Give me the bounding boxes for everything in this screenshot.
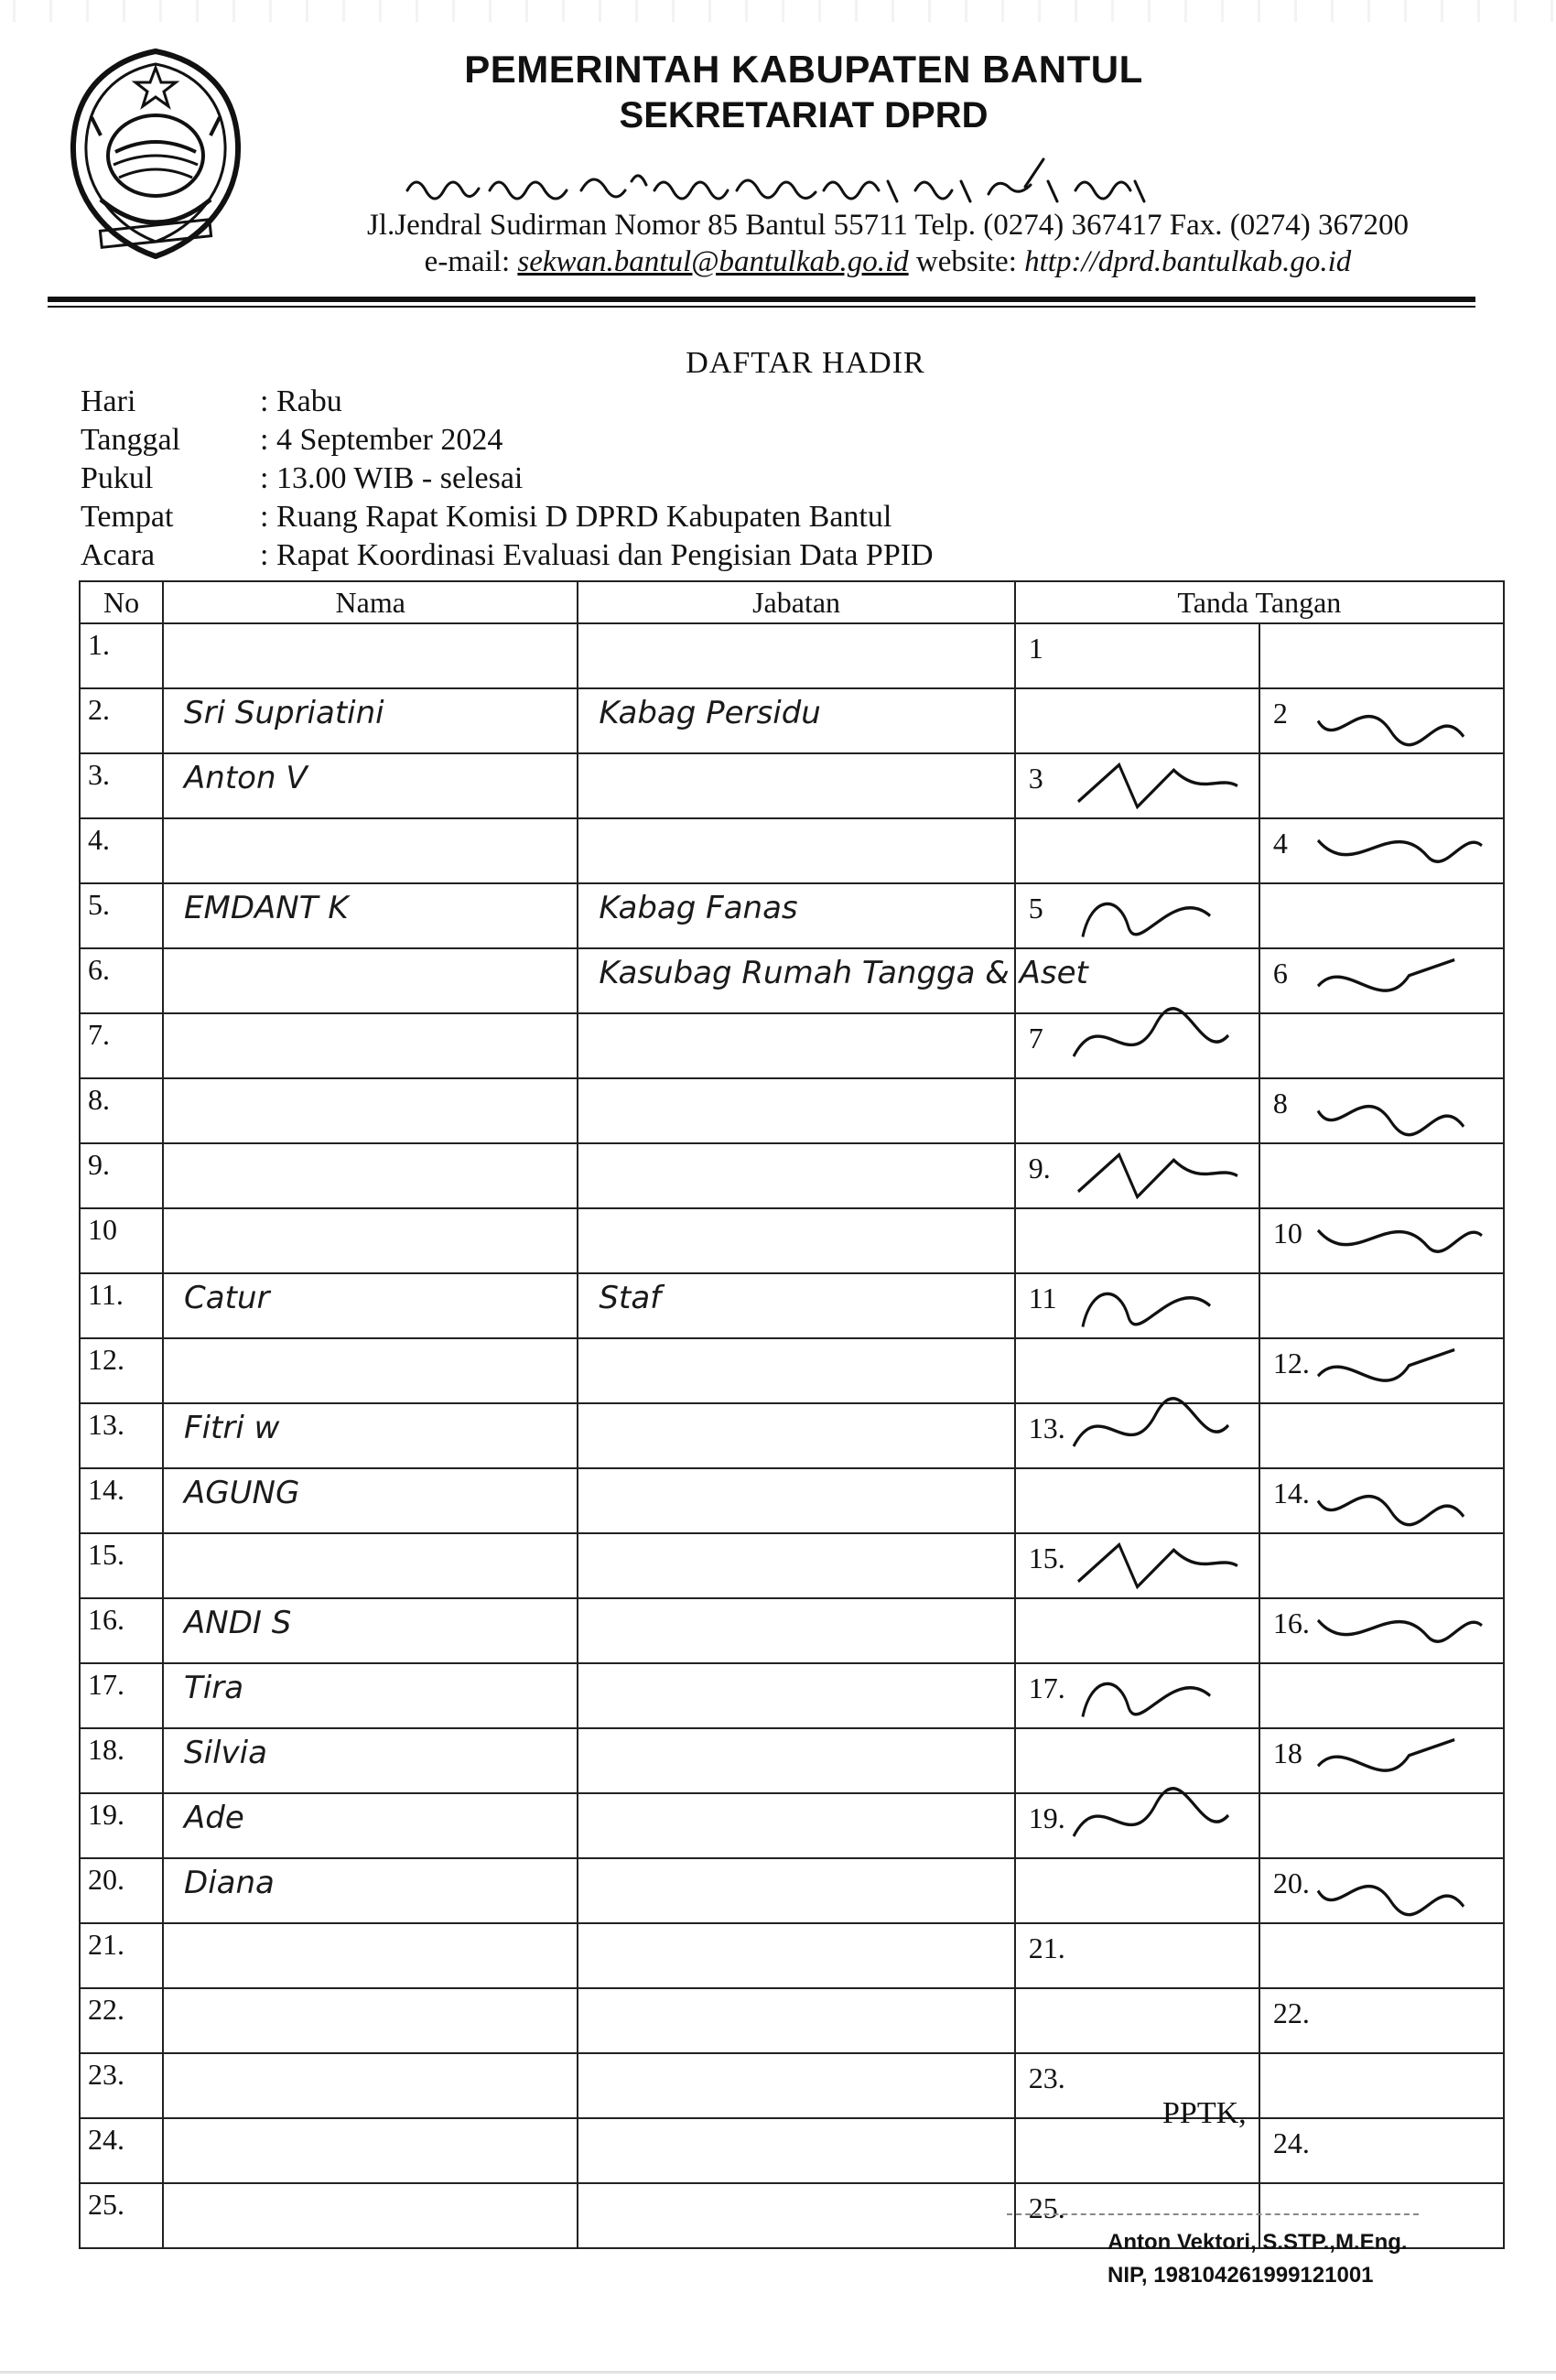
meta-label: Hari: [81, 384, 136, 418]
attendance-rows: [80, 623, 1504, 2248]
row-nama-cell: [163, 2053, 578, 2118]
row-nama-cell: [163, 883, 578, 948]
signature-cell-right: [1259, 1923, 1504, 1988]
row-number: 7.: [80, 1013, 163, 1078]
signature-slot-number: 10: [1272, 1217, 1302, 1250]
table-row: [80, 948, 1504, 1013]
meta-row-date: [81, 423, 934, 461]
row-jabatan-cell: [578, 1793, 1014, 1858]
row-jabatan-cell: [578, 1013, 1014, 1078]
row-nama-cell: [163, 1663, 578, 1728]
signature-cell-left: [1015, 883, 1259, 948]
handwritten-signature: [1260, 1599, 1503, 1662]
handwritten-signature: [1016, 1534, 1259, 1597]
row-jabatan-cell: [578, 1988, 1014, 2053]
signature-slot-number: 13.: [1028, 1412, 1065, 1444]
row-nama-cell: [163, 1013, 578, 1078]
row-number: 21.: [80, 1923, 163, 1988]
signature-cell-left: [1015, 1208, 1259, 1273]
table-row: [80, 1273, 1504, 1338]
signature-cell-right: [1259, 1403, 1504, 1468]
row-number: 15.: [80, 1533, 163, 1598]
row-number: 11.: [80, 1273, 163, 1338]
meta-row-agenda: [81, 538, 934, 577]
row-jabatan-cell: [578, 1143, 1014, 1208]
signature-slot-number: 1: [1028, 632, 1043, 665]
website-link[interactable]: http://dprd.bantulkab.go.id: [1024, 245, 1352, 278]
signature-cell-left: [1015, 948, 1259, 1013]
row-jabatan-cell: [578, 1923, 1014, 1988]
signature-cell-right: [1259, 1858, 1504, 1923]
meta-value: : 13.00 WIB - selesai: [260, 461, 524, 495]
handwritten-signature: [1016, 1664, 1259, 1727]
row-number: 9.: [80, 1143, 163, 1208]
handwritten-name: Tira: [184, 1670, 244, 1706]
table-row: [80, 1208, 1504, 1273]
row-number: 6.: [80, 948, 163, 1013]
row-nama-cell: [163, 1208, 578, 1273]
email-label: e-mail:: [424, 245, 511, 278]
row-number: 8.: [80, 1078, 163, 1143]
signature-slot-number: 22.: [1272, 1996, 1310, 2029]
handwritten-signature: [1260, 949, 1503, 1012]
scan-bottom-edge: [0, 2371, 1556, 2374]
row-nama-cell: [163, 1338, 578, 1403]
meta-row-time: [81, 461, 934, 500]
signature-cell-left: [1015, 1468, 1259, 1533]
header-nama: Nama: [163, 581, 578, 623]
row-jabatan-cell: [578, 1208, 1014, 1273]
handwritten-name: Catur: [184, 1280, 270, 1316]
table-header-row: [80, 581, 1504, 623]
signature-cell-right: [1259, 1273, 1504, 1338]
row-nama-cell: [163, 1078, 578, 1143]
signature-cell-left: [1015, 1598, 1259, 1663]
signature-cell-right: [1259, 1468, 1504, 1533]
signature-slot-number: 6: [1272, 957, 1288, 990]
table-row: [80, 1338, 1504, 1403]
signature-cell-right: [1259, 623, 1504, 688]
signature-cell-left: [1015, 1533, 1259, 1598]
row-nama-cell: [163, 2183, 578, 2248]
website-label: website:: [915, 245, 1017, 278]
row-jabatan-cell: [578, 2053, 1014, 2118]
row-nama-cell: [163, 948, 578, 1013]
row-nama-cell: [163, 1598, 578, 1663]
row-jabatan-cell: [578, 1078, 1014, 1143]
signature-slot-number: 17.: [1028, 1671, 1065, 1704]
handwritten-name: Anton V: [184, 760, 308, 796]
signature-cell-left: [1015, 1338, 1259, 1403]
meta-value: : 4 September 2024: [260, 423, 503, 457]
row-nama-cell: [163, 1728, 578, 1793]
meta-value: : Rapat Koordinasi Evaluasi dan Pengisian Data PPID: [260, 538, 934, 572]
signatory-name: Anton Vektori, S.STP.,M.Eng.: [1108, 2230, 1408, 2255]
handwritten-signature: [1260, 1469, 1503, 1532]
row-number: 2.: [80, 688, 163, 753]
row-number: 13.: [80, 1403, 163, 1468]
table-row: [80, 623, 1504, 688]
meta-value: : Ruang Rapat Komisi D DPRD Kabupaten Bantul: [260, 500, 892, 534]
handwritten-signature: [1260, 1079, 1503, 1142]
handwritten-name: Sri Supriatini: [184, 695, 384, 731]
handwritten-signature: [1260, 689, 1503, 752]
meta-label: Tanggal: [81, 423, 181, 457]
attendance-table: [79, 580, 1505, 2249]
row-nama-cell: [163, 1858, 578, 1923]
row-jabatan-cell: [578, 1403, 1014, 1468]
handwritten-name: Ade: [184, 1800, 244, 1836]
row-jabatan-cell: [578, 948, 1088, 1013]
table-row: [80, 1403, 1504, 1468]
signature-slot-number: 21.: [1028, 1931, 1065, 1964]
signature-slot-number: 16.: [1272, 1606, 1310, 1639]
signature-cell-left: [1015, 1403, 1259, 1468]
header-jabatan: Jabatan: [578, 581, 1014, 623]
header-rule-thin: [48, 306, 1475, 308]
meta-label: Pukul: [81, 461, 154, 495]
signature-slot-number: 3: [1028, 762, 1043, 795]
signature-cell-left: [1015, 1988, 1259, 2053]
row-jabatan-cell: [578, 2118, 1014, 2183]
signature-slot-number: 4: [1272, 827, 1288, 860]
table-row: [80, 1598, 1504, 1663]
handwritten-name: Diana: [184, 1865, 275, 1901]
signature-cell-left: [1015, 1858, 1259, 1923]
table-row: [80, 1143, 1504, 1208]
header-office-name: SEKRETARIAT DPRD: [619, 95, 989, 135]
signature-cell-right: [1259, 948, 1504, 1013]
table-row: [80, 1078, 1504, 1143]
signature-cell-left: [1015, 1273, 1259, 1338]
table-row: [80, 1533, 1504, 1598]
signature-slot-number: 5: [1028, 892, 1043, 925]
signature-cell-left: [1015, 1793, 1259, 1858]
row-number: 4.: [80, 818, 163, 883]
meta-label: Acara: [81, 538, 156, 572]
table-row: [80, 1988, 1504, 2053]
signature-cell-right: [1259, 1988, 1504, 2053]
handwritten-signature: [1016, 1014, 1259, 1077]
signature-cell-left: [1015, 1923, 1259, 1988]
signature-cell-left: [1015, 1143, 1259, 1208]
row-number: 1.: [80, 623, 163, 688]
row-jabatan-cell: [578, 818, 1014, 883]
signature-cell-left: [1015, 1663, 1259, 1728]
table-row: [80, 1858, 1504, 1923]
handwritten-name: EMDANT K: [184, 890, 349, 926]
pptk-label: PPTK,: [1162, 2096, 1247, 2130]
row-jabatan-cell: [578, 753, 1014, 818]
meta-value: : Rabu: [260, 384, 342, 418]
meta-label: Tempat: [81, 500, 174, 534]
scan-edge-artifact: [0, 0, 1556, 22]
table-row: [80, 1663, 1504, 1728]
handwritten-signature: [1016, 1144, 1259, 1207]
header-tanda-tangan: Tanda Tangan: [1015, 581, 1504, 623]
signature-slot-number: 2: [1272, 697, 1288, 730]
row-nama-cell: [163, 1143, 578, 1208]
row-number: 16.: [80, 1598, 163, 1663]
signature-cell-right: [1259, 2118, 1504, 2183]
row-number: 19.: [80, 1793, 163, 1858]
table-row: [80, 1793, 1504, 1858]
document-title: DAFTAR HADIR: [686, 346, 925, 380]
row-nama-cell: [163, 818, 578, 883]
row-jabatan-cell: [578, 883, 1014, 948]
signature-slot-number: 25.: [1028, 2191, 1065, 2224]
signature-slot-number: 18: [1272, 1736, 1302, 1769]
office-address: Jl.Jendral Sudirman Nomor 85 Bantul 55711 Telp. (0274) 367417 Fax. (0274) 367200: [367, 209, 1409, 242]
row-nama-cell: [163, 1988, 578, 2053]
row-jabatan-cell: [578, 1533, 1014, 1598]
row-nama-cell: [163, 1793, 578, 1858]
handwritten-position: Kasubag Rumah Tangga & Aset: [599, 955, 1088, 991]
signature-cell-right: [1259, 1143, 1504, 1208]
row-nama-cell: [163, 2118, 578, 2183]
office-contact: [293, 245, 1483, 279]
row-jabatan-cell: [578, 1858, 1014, 1923]
signature-cell-right: [1259, 2053, 1504, 2118]
row-jabatan-cell: [578, 1728, 1014, 1793]
handwritten-signature: [1260, 819, 1503, 882]
handwritten-signature: [1260, 1209, 1503, 1272]
table-row: [80, 688, 1504, 753]
table-row: [80, 883, 1504, 948]
signature-slot-number: 8: [1272, 1087, 1288, 1120]
row-number: 3.: [80, 753, 163, 818]
row-jabatan-cell: [578, 623, 1014, 688]
signature-cell-right: [1259, 688, 1504, 753]
signature-cell-right: [1259, 1013, 1504, 1078]
signature-slot-number: 20.: [1272, 1866, 1310, 1899]
row-number: 23.: [80, 2053, 163, 2118]
meta-row-day: [81, 384, 934, 423]
row-jabatan-cell: [578, 688, 1014, 753]
meta-row-place: [81, 500, 934, 538]
signature-line: [1007, 2213, 1419, 2215]
row-number: 12.: [80, 1338, 163, 1403]
row-number: 20.: [80, 1858, 163, 1923]
meeting-details: [81, 384, 934, 577]
table-row: [80, 1468, 1504, 1533]
row-jabatan-cell: [578, 1468, 1014, 1533]
table-row: [80, 753, 1504, 818]
row-number: 5.: [80, 883, 163, 948]
signature-cell-right: [1259, 818, 1504, 883]
table-row: [80, 1013, 1504, 1078]
row-nama-cell: [163, 1923, 578, 1988]
header-no: No: [80, 581, 163, 623]
row-number: 14.: [80, 1468, 163, 1533]
row-number: 24.: [80, 2118, 163, 2183]
signature-cell-left: [1015, 1728, 1259, 1793]
signature-slot-number: 12.: [1272, 1347, 1310, 1379]
row-jabatan-cell: [578, 1598, 1014, 1663]
table-row: [80, 2118, 1504, 2183]
row-jabatan-cell: [578, 1663, 1014, 1728]
row-nama-cell: [163, 688, 578, 753]
row-number: 18.: [80, 1728, 163, 1793]
signature-slot-number: 14.: [1272, 1477, 1310, 1509]
handwritten-name: Fitri w: [184, 1410, 280, 1446]
row-nama-cell: [163, 1468, 578, 1533]
signature-cell-right: [1259, 1208, 1504, 1273]
signature-cell-right: [1259, 1598, 1504, 1663]
signature-slot-number: 24.: [1272, 2126, 1310, 2159]
signature-cell-right: [1259, 883, 1504, 948]
table-row: [80, 1728, 1504, 1793]
header-rule-thick: [48, 297, 1475, 302]
signatory-nip: NIP, 198104261999121001: [1108, 2263, 1374, 2288]
row-nama-cell: [163, 1403, 578, 1468]
table-row: [80, 1923, 1504, 1988]
signature-cell-left: [1015, 818, 1259, 883]
handwritten-position: Kabag Persidu: [599, 695, 821, 731]
table-row: [80, 2053, 1504, 2118]
row-number: 17.: [80, 1663, 163, 1728]
handwritten-signature: [1016, 1404, 1259, 1467]
row-jabatan-cell: [578, 2183, 1014, 2248]
handwritten-signature: [1260, 1859, 1503, 1922]
email-link[interactable]: sekwan.bantul@bantulkab.go.id: [517, 245, 909, 278]
signature-cell-left: [1015, 1013, 1259, 1078]
handwritten-signature: [1016, 884, 1259, 947]
table-row: [80, 818, 1504, 883]
signature-cell-right: [1259, 1338, 1504, 1403]
handwritten-position: Kabag Fanas: [599, 890, 798, 926]
signature-cell-left: [1015, 623, 1259, 688]
row-nama-cell: [163, 623, 578, 688]
row-number: 25.: [80, 2183, 163, 2248]
handwritten-position: Staf: [599, 1280, 662, 1316]
handwritten-signature: [1016, 754, 1259, 817]
handwritten-name: ANDI S: [184, 1605, 292, 1641]
signature-cell-right: [1259, 1793, 1504, 1858]
row-nama-cell: [163, 1273, 578, 1338]
signature-cell-right: [1259, 1533, 1504, 1598]
signature-slot-number: 19.: [1028, 1801, 1065, 1834]
signature-cell-right: [1259, 1078, 1504, 1143]
row-jabatan-cell: [578, 1338, 1014, 1403]
row-number: 10: [80, 1208, 163, 1273]
row-jabatan-cell: [578, 1273, 1014, 1338]
row-number: 22.: [80, 1988, 163, 2053]
signature-slot-number: 7: [1028, 1022, 1043, 1055]
signature-slot-number: 9.: [1028, 1152, 1051, 1185]
handwritten-signature: [1016, 1794, 1259, 1857]
row-nama-cell: [163, 1533, 578, 1598]
row-nama-cell: [163, 753, 578, 818]
header-government-name: PEMERINTAH KABUPATEN BANTUL: [464, 48, 1143, 91]
signature-cell-right: [1259, 753, 1504, 818]
handwritten-name: AGUNG: [184, 1475, 300, 1511]
signature-cell-left: [1015, 753, 1259, 818]
signature-cell-right: [1259, 1728, 1504, 1793]
signature-slot-number: 11: [1028, 1282, 1057, 1314]
signature-cell-left: [1015, 1078, 1259, 1143]
handwritten-signature: [1260, 1339, 1503, 1402]
handwritten-signature: [1260, 1729, 1503, 1792]
handwritten-name: Silvia: [184, 1735, 267, 1771]
signature-slot-number: 23.: [1028, 2061, 1065, 2094]
handwritten-signature: [1016, 1274, 1259, 1337]
signature-slot-number: 15.: [1028, 1542, 1065, 1574]
signature-cell-right: [1259, 1663, 1504, 1728]
signature-cell-left: [1015, 688, 1259, 753]
